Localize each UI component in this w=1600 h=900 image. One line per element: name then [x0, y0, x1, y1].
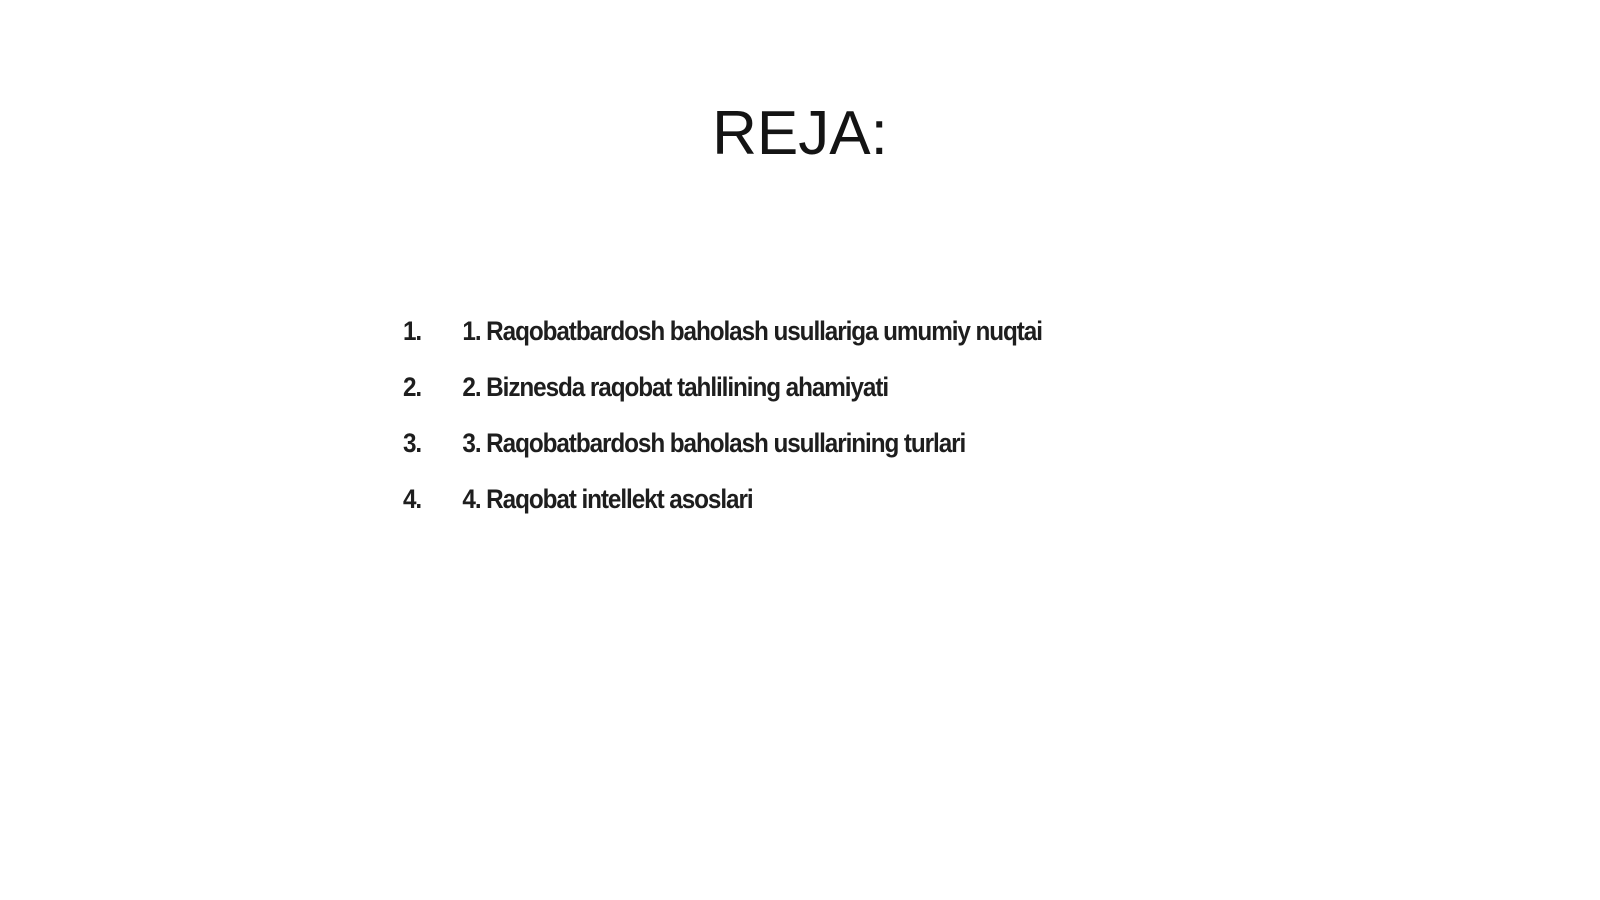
list-item-text: 4. Raqobat intellekt asoslari [462, 484, 753, 514]
list-item [403, 316, 1042, 372]
slide-title: REJA: [712, 99, 888, 168]
list-item-number: 1. [403, 316, 422, 346]
list-item-text: 3. Raqobatbardosh baholash usullarining turlari [462, 428, 966, 458]
list-item [403, 484, 1042, 540]
plan-list [403, 316, 1113, 540]
list-item [403, 428, 1042, 484]
list-item-text: 1. Raqobatbardosh baholash usullariga umumiy nuqtai [462, 316, 1042, 346]
list-item-number: 3. [403, 428, 422, 458]
list-item-number: 2. [403, 372, 422, 402]
list-item-text: 2. Biznesda raqobat tahlilining ahamiyati [462, 372, 889, 402]
list-item [403, 372, 1042, 428]
list-item-number: 4. [403, 484, 422, 514]
